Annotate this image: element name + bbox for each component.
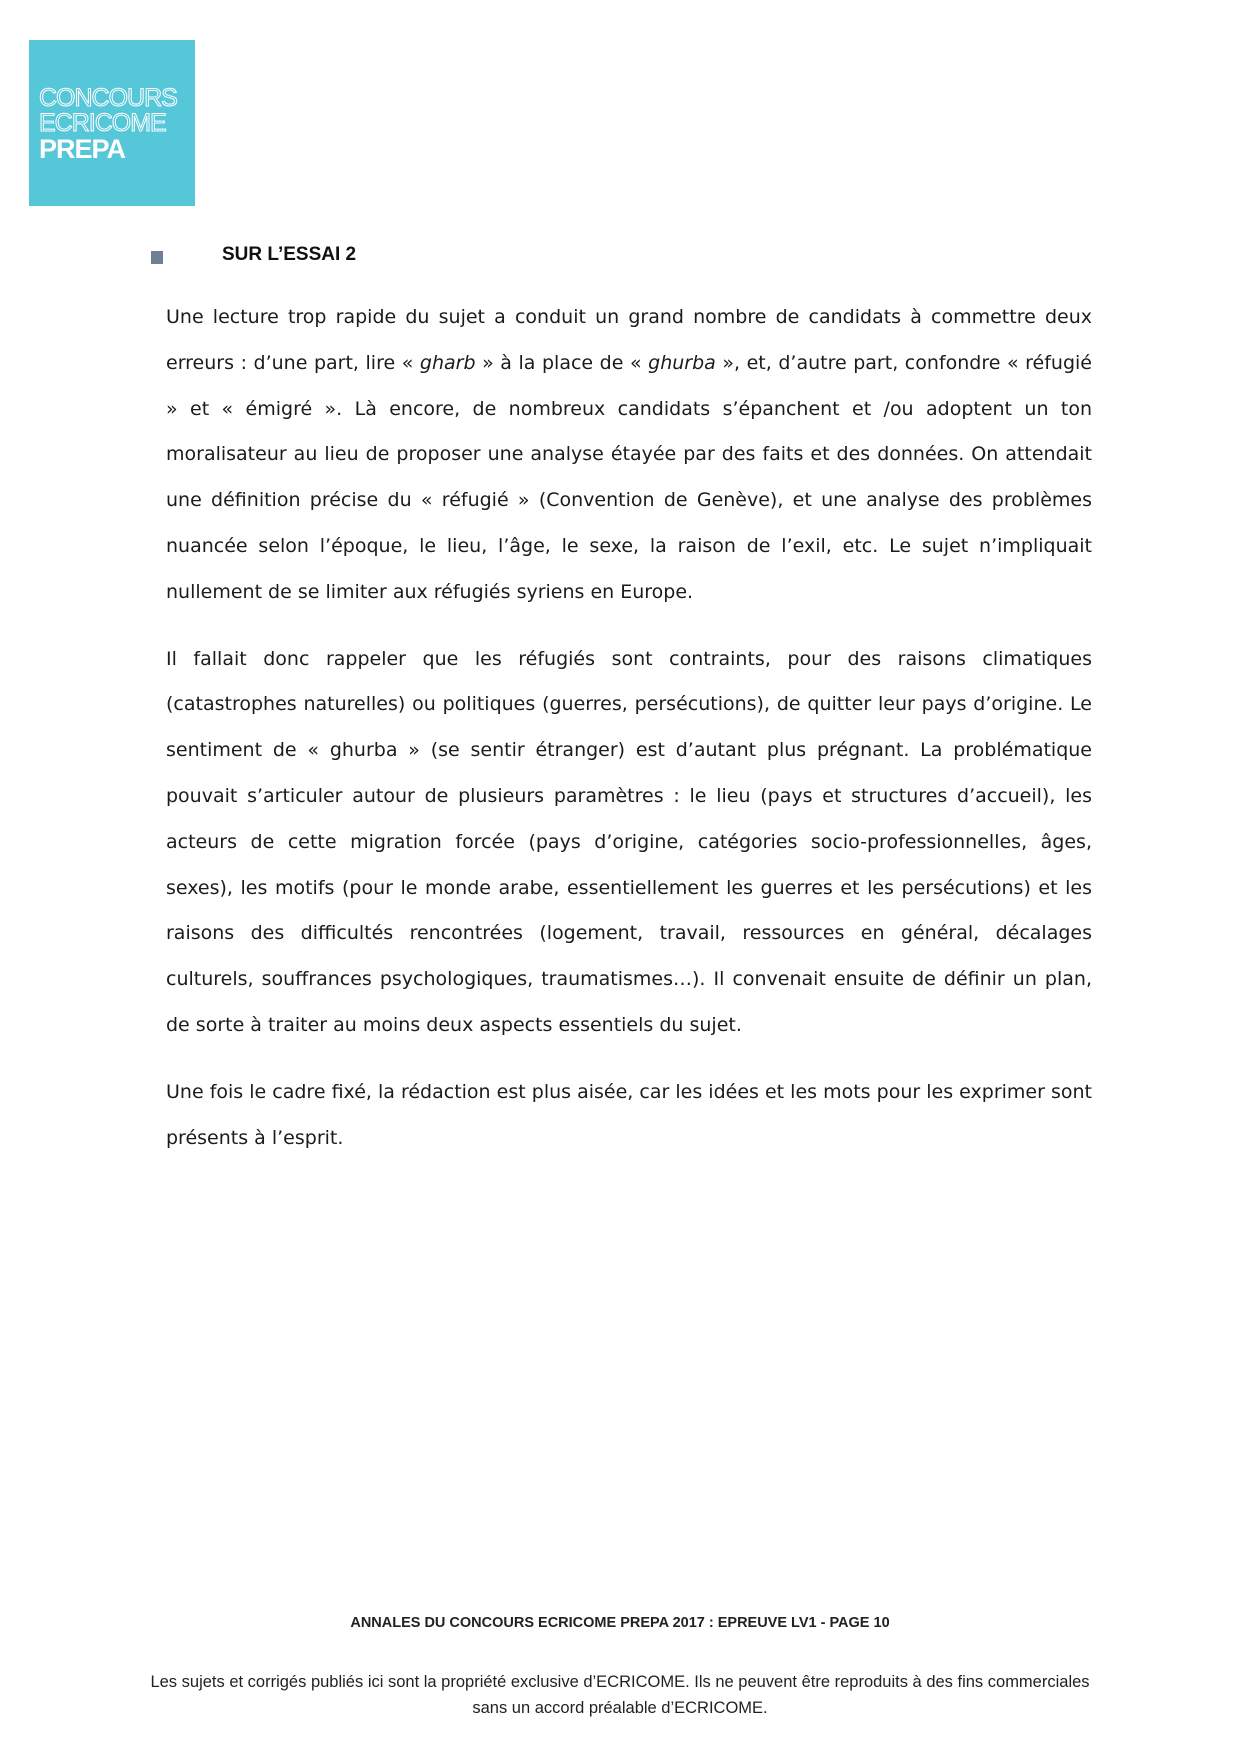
term-gharb: gharb — [419, 351, 476, 374]
footer-title: ANNALES DU CONCOURS ECRICOME PREPA 2017 : EPREUVE LV1 - PAGE 10 — [350, 1615, 890, 1631]
body-text — [166, 295, 1092, 1182]
paragraph-1-part-a: Une lecture trop rapide du sujet a conduit un grand nombre de candidats à commettre deux erreurs : d’une part, lire « — [166, 306, 1092, 374]
paragraph-3: Une fois le cadre fixé, la rédaction est plus aisée, car les idées et les mots pour les exprimer sont présents à l’esprit. — [166, 1080, 1092, 1149]
logo-line-concours: CONCOURS — [39, 84, 177, 112]
paragraph-1-part-c: » à la place de « — [475, 351, 649, 374]
term-ghurba: ghurba — [648, 351, 716, 374]
section-bullet-icon — [151, 251, 163, 264]
footer-copyright-note: Les sujets et corrigés publiés ici sont la propriété exclusive d’ECRICOME. Ils ne peuvent être reproduits à des fins commerciales sans un accord préalable d’ECRICOME. — [150, 1673, 1090, 1717]
ecricome-logo — [29, 40, 195, 206]
logo-line-prepa: PREPA — [39, 134, 126, 164]
paragraph-1-part-e: », et, d’autre part, confondre « réfugié » et « émigré ». Là encore, de nombreux candidats s’épanchent et /ou adoptent un ton moralisateur au lieu de proposer une analyse étayée par des faits et des données. On attendait une définition précise du « réfugié » (Convention de Genève), et une analyse des problèmes nuancée selon l’époque, le lieu, l’âge, le sexe, la raison de l’exil, etc. Le sujet n’impliquait nullement de se limiter aux réfugiés syriens en Europe. — [166, 351, 1092, 603]
section-heading: SUR L’ESSAI 2 — [222, 244, 357, 265]
paragraph-2: Il fallait donc rappeler que les réfugiés sont contraints, pour des raisons climatiques (catastrophes naturelles) ou politiques (guerres, persécutions), de quitter leur pays d’origine. Le sentiment de « ghurba » (se sentir étranger) est d’autant plus prégnant. La problématique pouvait s’articuler autour de plusieurs paramètres : le lieu (pays et structures d’accueil), les acteurs de cette migration forcée (pays d’origine, catégories socio-professionnelles, âges, sexes), les motifs (pour le monde arabe, essentiellement les guerres et les persécutions) et les raisons des difficultés rencontrées (logement, travail, ressources en général, décalages culturels, souffrances psychologiques, traumatismes…). Il convenait ensuite de définir un plan, de sorte à traiter au moins deux aspects essentiels du sujet. — [166, 647, 1092, 1036]
logo-line-ecricome: ECRICOME — [39, 109, 166, 137]
paragraph-1 — [166, 295, 1092, 616]
